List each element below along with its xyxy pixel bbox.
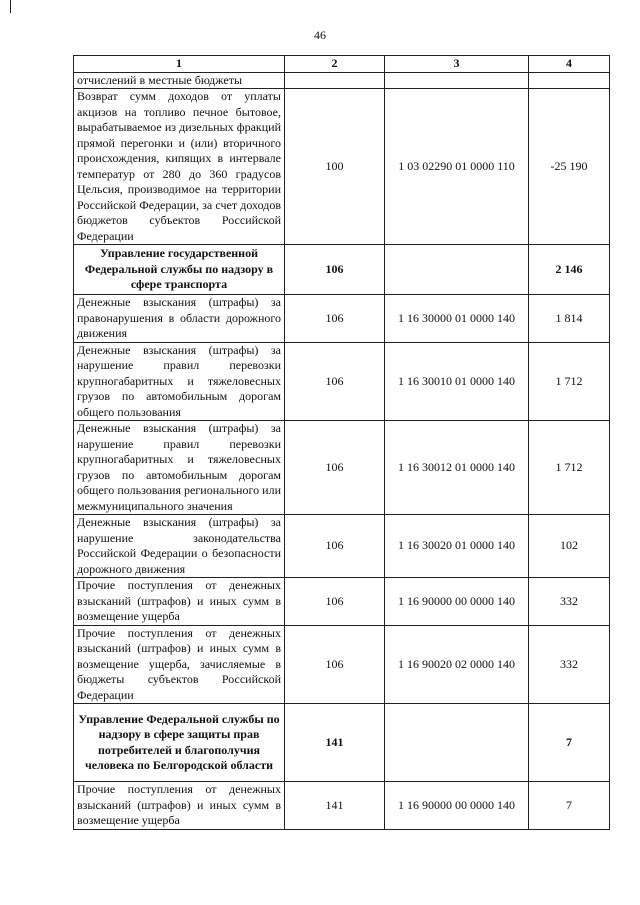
row-admin-code: 106 bbox=[285, 245, 385, 295]
row-budget-code: 1 03 02290 01 0000 110 bbox=[385, 89, 529, 245]
row-budget-code: 1 16 90000 00 0000 140 bbox=[385, 578, 529, 626]
row-description: Денежные взыскания (штрафы) за нарушение законодательства Российской Федерации о безопасности дорожного движения bbox=[74, 515, 285, 578]
row-amount: 102 bbox=[529, 515, 610, 578]
page-number: 46 bbox=[314, 28, 326, 42]
row-budget-code bbox=[385, 704, 529, 782]
row-description: Денежные взыскания (штрафы) за правонарушения в области дорожного движения bbox=[74, 295, 285, 343]
margin-mark bbox=[10, 0, 11, 13]
header-row bbox=[74, 56, 610, 73]
table-row bbox=[74, 578, 610, 626]
table-row bbox=[74, 421, 610, 515]
row-admin-code: 100 bbox=[285, 89, 385, 245]
table-row bbox=[74, 342, 610, 421]
row-budget-code: 1 16 30012 01 0000 140 bbox=[385, 421, 529, 515]
table-row bbox=[74, 625, 610, 704]
row-admin-code: 106 bbox=[285, 515, 385, 578]
row-admin-code: 141 bbox=[285, 782, 385, 830]
row-description: отчислений в местные бюджеты bbox=[74, 72, 285, 89]
row-budget-code bbox=[385, 245, 529, 295]
row-admin-code: 106 bbox=[285, 578, 385, 626]
column-header-4: 4 bbox=[529, 56, 610, 73]
table-row bbox=[74, 295, 610, 343]
row-budget-code: 1 16 90000 00 0000 140 bbox=[385, 782, 529, 830]
row-description: Возврат сумм доходов от уплаты акцизов на топливо печное бытовое, вырабатываемое из дизельных фракций прямой перегонки и (или) вторичного происхождения, кипящих в интервале температур от 280 до 360 градусов Цельсия, производимое на территории Российской Федерации, за счет доходов бюджетов субъектов Российской Федерации bbox=[74, 89, 285, 245]
row-description: Управление государственной Федеральной службы по надзору в сфере транспорта bbox=[74, 245, 285, 295]
row-amount: 7 bbox=[529, 782, 610, 830]
table-row bbox=[74, 782, 610, 830]
row-amount: 332 bbox=[529, 578, 610, 626]
row-description: Прочие поступления от денежных взысканий (штрафов) и иных сумм в возмещение ущерба, зачисляемые в бюджеты субъектов Российской Федерации bbox=[74, 625, 285, 704]
section-row bbox=[74, 704, 610, 782]
row-budget-code: 1 16 30020 01 0000 140 bbox=[385, 515, 529, 578]
table-row bbox=[74, 515, 610, 578]
row-admin-code: 106 bbox=[285, 421, 385, 515]
section-row bbox=[74, 245, 610, 295]
column-header-1: 1 bbox=[74, 56, 285, 73]
row-admin-code: 141 bbox=[285, 704, 385, 782]
row-description: Денежные взыскания (штрафы) за нарушение правил перевозки крупногабаритных и тяжеловесных грузов по автомобильным дорогам общего пользования bbox=[74, 342, 285, 421]
table-row bbox=[74, 89, 610, 245]
column-header-3: 3 bbox=[385, 56, 529, 73]
row-amount: 7 bbox=[529, 704, 610, 782]
row-description: Прочие поступления от денежных взысканий (штрафов) и иных сумм в возмещение ущерба bbox=[74, 578, 285, 626]
row-description: Управление Федеральной службы по надзору в сфере защиты прав потребителей и благополучия человека по Белгородской области bbox=[74, 704, 285, 782]
row-admin-code bbox=[285, 72, 385, 89]
row-amount: 1 814 bbox=[529, 295, 610, 343]
row-amount: 2 146 bbox=[529, 245, 610, 295]
row-budget-code bbox=[385, 72, 529, 89]
row-amount: 1 712 bbox=[529, 342, 610, 421]
row-budget-code: 1 16 30010 01 0000 140 bbox=[385, 342, 529, 421]
row-admin-code: 106 bbox=[285, 342, 385, 421]
row-description: Прочие поступления от денежных взысканий (штрафов) и иных сумм в возмещение ущерба bbox=[74, 782, 285, 830]
row-description: Денежные взыскания (штрафы) за нарушение правил перевозки крупногабаритных и тяжеловесных грузов по автомобильным дорогам общего пользования регионального или межмуниципального значения bbox=[74, 421, 285, 515]
row-amount: -25 190 bbox=[529, 89, 610, 245]
column-header-2: 2 bbox=[285, 56, 385, 73]
row-budget-code: 1 16 90020 02 0000 140 bbox=[385, 625, 529, 704]
table-body bbox=[74, 72, 610, 829]
row-admin-code: 106 bbox=[285, 625, 385, 704]
row-amount bbox=[529, 72, 610, 89]
table-row bbox=[74, 72, 610, 89]
row-admin-code: 106 bbox=[285, 295, 385, 343]
row-amount: 332 bbox=[529, 625, 610, 704]
row-amount: 1 712 bbox=[529, 421, 610, 515]
budget-table bbox=[73, 55, 610, 830]
row-budget-code: 1 16 30000 01 0000 140 bbox=[385, 295, 529, 343]
